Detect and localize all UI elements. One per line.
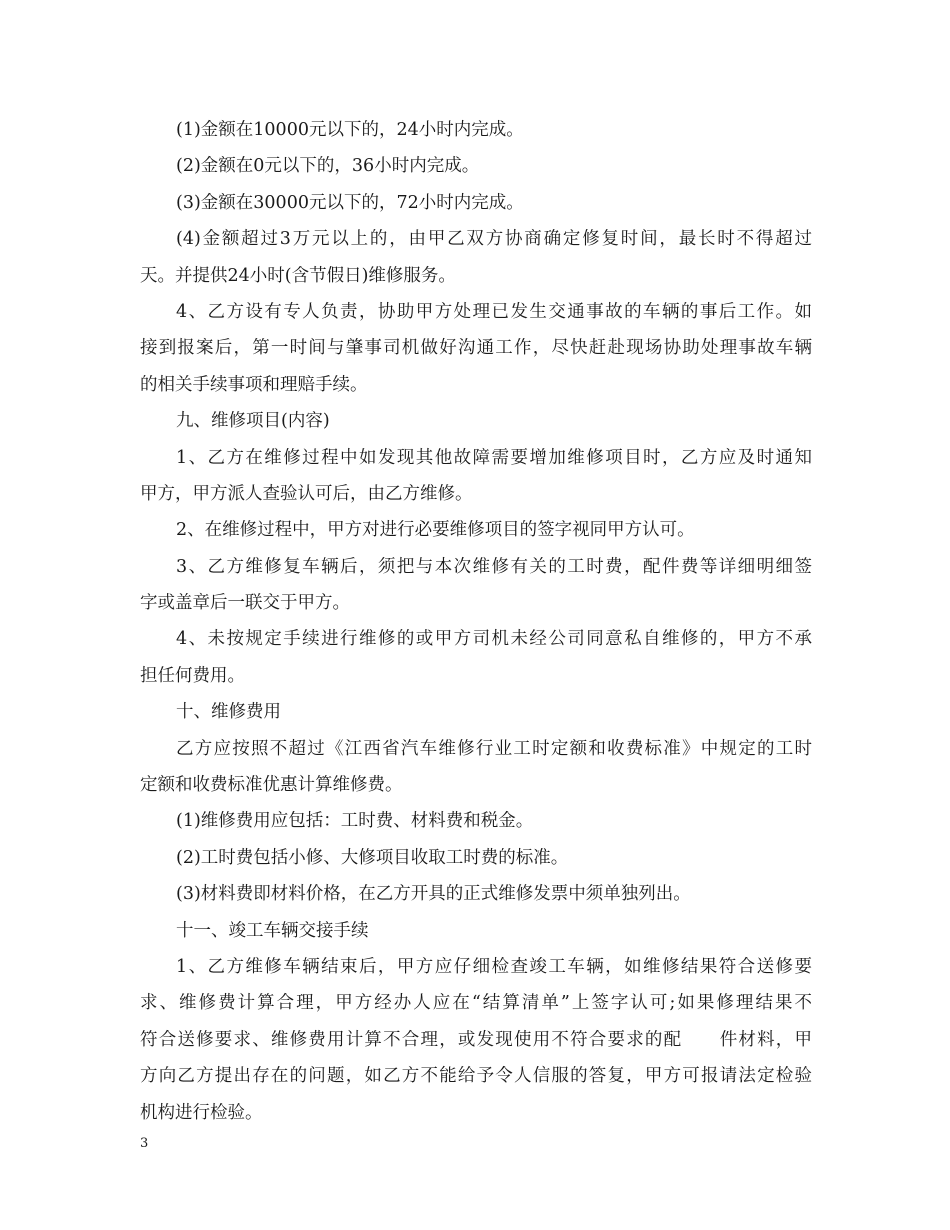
text-line: 乙方应按照不超过《江西省汽车维修行业工时定额和收费标准》中规定的工时	[176, 738, 812, 759]
text-line: (3)材料费即材料价格，在乙方开具的正式维修发票中须单独列出。	[176, 884, 691, 905]
text-line: 符合送修要求、维修费用计算不合理，或发现使用不符合要求的配 件材料，甲	[140, 1029, 812, 1050]
text-line: (1)维修费用应包括：工时费、材料费和税金。	[176, 811, 534, 832]
text-line: 字或盖章后一联交于甲方。	[140, 593, 350, 614]
text-line: 2、在维修过程中，甲方对进行必要维修项目的签字视同甲方认可。	[176, 520, 695, 541]
text-line: 的相关手续事项和理赔手续。	[140, 374, 368, 395]
text-line: (4)金额超过3万元以上的，由甲乙双方协商确定修复时间，最长时不得超过	[176, 229, 812, 250]
section-heading: 九、维修项目(内容)	[176, 411, 330, 432]
text-line: (3)金额在30000元以下的，72小时内完成。	[176, 192, 524, 213]
text-line: (2)金额在0元以下的，36小时内完成。	[176, 156, 480, 177]
text-line: 方向乙方提出存在的问题，如乙方不能给予令人信服的答复，甲方可报请法定检验	[140, 1066, 812, 1087]
page-number: 3	[140, 1136, 149, 1151]
text-line: 接到报案后，第一时间与肇事司机做好沟通工作，尽快赶赴现场协助处理事故车辆	[140, 338, 812, 359]
text-line: 求、维修费计算合理，甲方经办人应在“结算清单”上签字认可;如果修理结果不	[140, 993, 812, 1014]
document-body	[140, 112, 812, 1131]
text-line: 天。并提供24小时(含节假日)维修服务。	[140, 265, 456, 286]
section-heading: 十一、竣工车辆交接手续	[176, 920, 369, 941]
text-line: 4、未按规定手续进行维修的或甲方司机未经公司同意私自维修的，甲方不承	[176, 629, 812, 650]
text-line: 4、乙方设有专人负责，协助甲方处理已发生交通事故的车辆的事后工作。如	[176, 301, 812, 322]
text-line: (1)金额在10000元以下的，24小时内完成。	[176, 120, 524, 140]
text-line: 机构进行检验。	[140, 1102, 263, 1123]
text-line: (2)工时费包括小修、大修项目收取工时费的标准。	[176, 847, 569, 868]
text-line: 甲方，甲方派人查验认可后，由乙方维修。	[140, 483, 473, 504]
text-line: 1、乙方维修车辆结束后，甲方应仔细检查竣工车辆，如维修结果符合送修要	[176, 956, 812, 977]
section-heading: 十、维修费用	[176, 702, 281, 723]
text-line: 1、乙方在维修过程中如发现其他故障需要增加维修项目时，乙方应及时通知	[176, 447, 812, 468]
text-line: 担任何费用。	[140, 665, 245, 686]
text-line: 定额和收费标准优惠计算维修费。	[140, 775, 403, 796]
text-line: 3、乙方维修复车辆后，须把与本次维修有关的工时费，配件费等详细明细签	[176, 556, 812, 577]
